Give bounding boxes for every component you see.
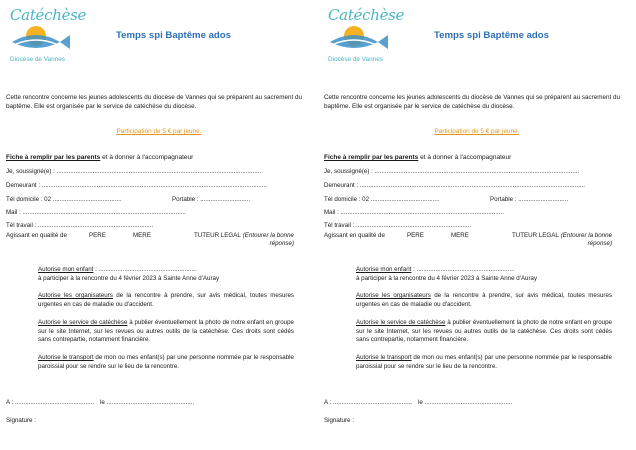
field-demeurant[interactable]: Demeurant : ...................................................................................................................................: [324, 182, 585, 189]
autorise-service: [356, 319, 612, 345]
autorise-enfant-dots[interactable]: : .........................................................: [411, 266, 515, 273]
autorise-enfant-dots[interactable]: : .........................................................: [93, 266, 197, 273]
catechese-logo: [6, 6, 87, 66]
choice-mere[interactable]: MERE: [133, 232, 151, 239]
logo-subtitle: Diocèse de Vannes: [328, 56, 383, 63]
field-demeurant[interactable]: Demeurant : ...................................................................................................................................: [6, 182, 267, 189]
logo-word: Catéchèse: [10, 6, 87, 24]
choice-tuteur[interactable]: TUTEUR LEGAL: [512, 232, 559, 239]
autorise-orga-text: de la rencontre à prendre, sur avis médical, toutes mesures urgentes en cas de maladie ou d'accident.: [38, 292, 294, 308]
price-note: Participation de 5 € par jeune.: [116, 128, 202, 135]
choice-pere[interactable]: PERE: [89, 232, 106, 239]
intro-text: Cette rencontre concerne les jeunes adolescents du diocèse de Vannes qui se préparent au sacrement du baptême. Elle est organisée par le service de catéchèse du diocèse.: [324, 94, 621, 111]
autorise-transport-label: Autorise le transport: [38, 354, 94, 361]
logo-subtitle: Diocèse de Vannes: [10, 56, 65, 63]
choice-tuteur[interactable]: TUTEUR LEGAL: [194, 232, 241, 239]
fiche-heading: [324, 154, 511, 161]
fish-sun-icon: [324, 22, 390, 56]
fiche-heading-rest: et à donner à l'accompagnateur: [100, 154, 194, 161]
price-note: Participation de 5 € par jeune.: [434, 128, 520, 135]
field-portable[interactable]: Portable : .............................: [172, 196, 251, 203]
field-portable[interactable]: Portable : .............................: [490, 196, 569, 203]
autorise-transport-label: Autorise le transport: [356, 354, 412, 361]
fiche-heading-rest: et à donner à l'accompagnateur: [418, 154, 512, 161]
intro-text: Cette rencontre concerne les jeunes adolescents du diocèse de Vannes qui se préparent au sacrement du baptême. Elle est organisée par le service de catéchèse du diocèse.: [6, 94, 303, 111]
choice-mere[interactable]: MERE: [451, 232, 469, 239]
field-soussigne[interactable]: Je, soussigné(e) : .......................................................................................................................: [6, 168, 262, 175]
field-tel-travail[interactable]: Tél travail : ...................................................................: [6, 222, 154, 229]
autorise-transport-text: de mon ou mes enfant(s) par une personne nommée par le responsable paroissial pour se rendre sur le lieu de la rencontre.: [356, 354, 613, 370]
signature-label[interactable]: Signature :: [324, 417, 354, 424]
field-mail[interactable]: Mail : ...............................................................................................: [324, 209, 504, 216]
autorise-orga-text: de la rencontre à prendre, sur avis médical, toutes mesures urgentes en cas de maladie ou d'accident.: [356, 292, 612, 308]
field-a[interactable]: A : ..............................................: [324, 399, 413, 406]
qualite-label: Agissant en qualité de: [324, 232, 385, 239]
fiche-heading: [6, 154, 193, 161]
autorise-service-label: Autorise le service de catéchèse: [356, 319, 446, 326]
autorise-enfant-line2: à participer à la rencontre du 4 février 2023 à Sainte Anne d'Auray: [38, 274, 220, 282]
autorise-enfant-label: Autorise mon enfant: [356, 266, 412, 273]
field-le[interactable]: le ...................................................: [100, 399, 195, 406]
signature-label[interactable]: Signature :: [6, 417, 36, 424]
field-le[interactable]: le ...................................................: [418, 399, 513, 406]
autorise-enfant: [356, 266, 612, 283]
autorise-organisateurs: [38, 292, 294, 309]
autorise-orga-label: Autorise les organisateurs: [356, 292, 431, 299]
autorise-service-label: Autorise le service de catéchèse: [38, 319, 128, 326]
page-title: Temps spi Baptême ados: [116, 30, 231, 41]
field-a[interactable]: A : ..............................................: [6, 399, 95, 406]
choice-pere[interactable]: PERE: [407, 232, 424, 239]
qualite-note: (Entourer la bonne réponse): [242, 232, 294, 248]
fiche-heading-bold: Fiche à remplir par les parents: [6, 154, 101, 161]
logo-word: Catéchèse: [328, 6, 405, 24]
field-mail[interactable]: Mail : ...............................................................................................: [6, 209, 186, 216]
autorise-enfant: [38, 266, 294, 283]
autorise-orga-label: Autorise les organisateurs: [38, 292, 113, 299]
autorise-transport: [356, 354, 612, 371]
field-soussigne[interactable]: Je, soussigné(e) : .......................................................................................................................: [324, 168, 580, 175]
field-tel-domicile[interactable]: Tél domicile : 02 ........................................: [6, 196, 122, 203]
autorise-transport: [38, 354, 294, 371]
autorise-enfant-line2: à participer à la rencontre du 4 février 2023 à Sainte Anne d'Auray: [356, 274, 538, 282]
field-tel-domicile[interactable]: Tél domicile : 02 ........................................: [324, 196, 440, 203]
fiche-heading-bold: Fiche à remplir par les parents: [324, 154, 419, 161]
autorise-service-text: à publier éventuellement la photo de notre enfant en groupe sur le site Internet, sur les revues ou autres outils de la catéchèse. Ces droits sont cédés sans contrepartie, notamment financière.: [38, 319, 294, 344]
qualite-label: Agissant en qualité de: [6, 232, 67, 239]
form-page-right: [318, 0, 636, 450]
fish-sun-icon: [6, 22, 72, 56]
page-title: Temps spi Baptême ados: [434, 30, 549, 41]
autorise-organisateurs: [356, 292, 612, 309]
qualite-note: (Entourer la bonne réponse): [560, 232, 612, 248]
catechese-logo: [324, 6, 405, 66]
autorise-service-text: à publier éventuellement la photo de notre enfant en groupe sur le site Internet, sur les revues ou autres outils de la catéchèse. Ces droits sont cédés sans contrepartie, notamment financière.: [356, 319, 612, 344]
field-tel-travail[interactable]: Tél travail : ...................................................................: [324, 222, 472, 229]
autorise-service: [38, 319, 294, 345]
autorise-enfant-label: Autorise mon enfant: [38, 266, 94, 273]
autorise-transport-text: de mon ou mes enfant(s) par une personne nommée par le responsable paroissial pour se rendre sur le lieu de la rencontre.: [38, 354, 295, 370]
